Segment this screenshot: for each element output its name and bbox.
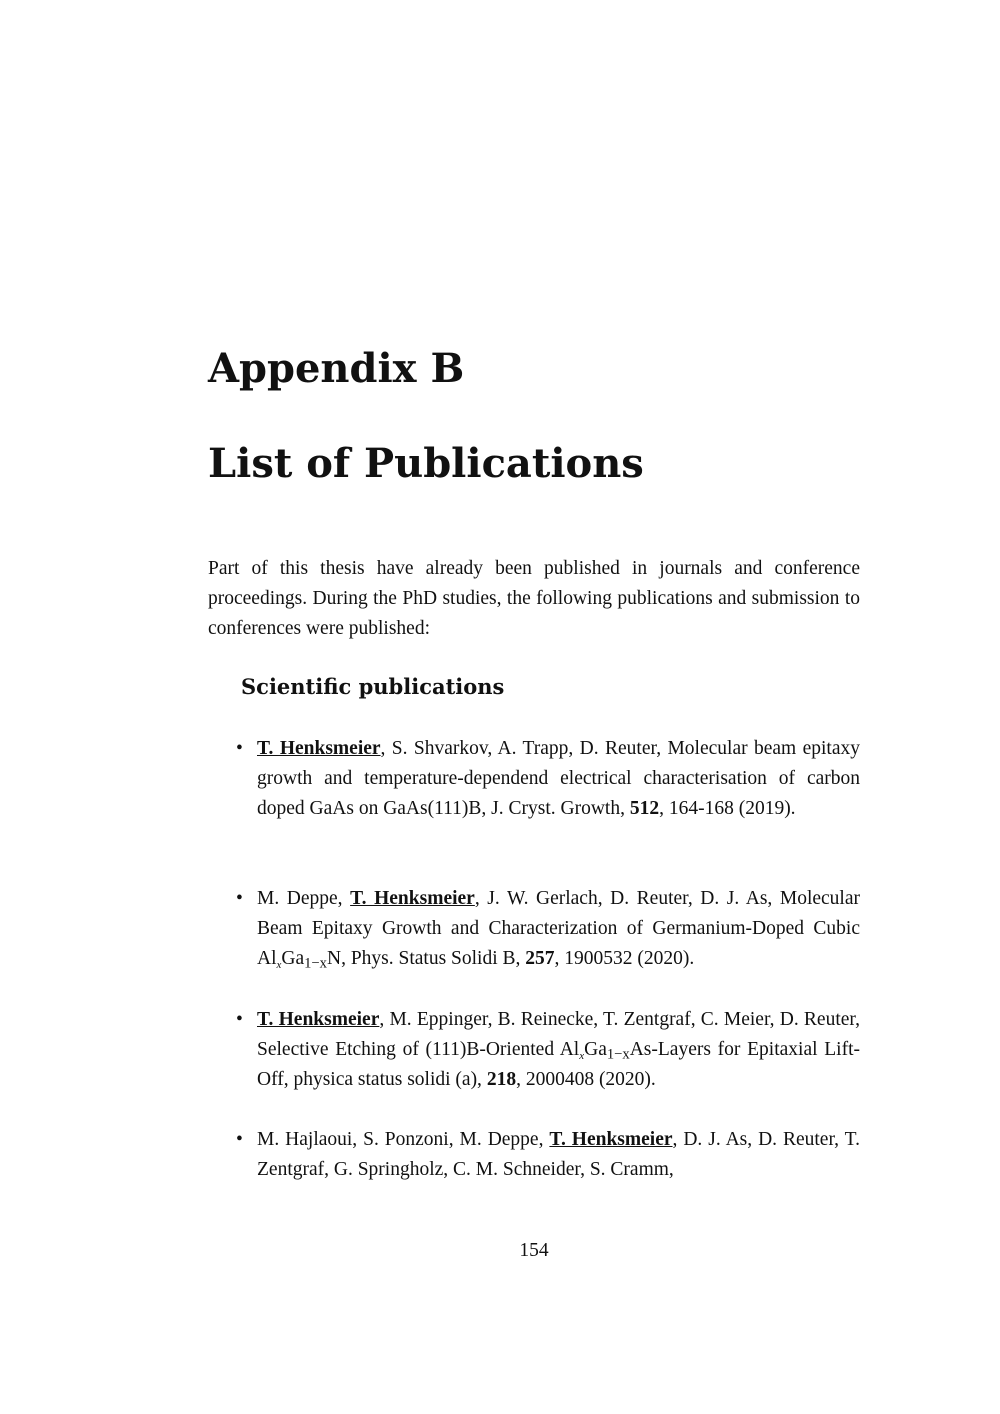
chapter-title: List of Publications: [208, 440, 644, 487]
self-author: T. Henksmeier: [257, 738, 381, 759]
section-heading: Scientific publications: [241, 674, 505, 699]
publication-details: , D. J. As, D. Reuter, T. Zentgraf, G. Springholz, C. M. Schneider, S. Cramm,: [257, 1129, 860, 1180]
bullet-icon: •: [236, 738, 243, 759]
bullet-icon: •: [236, 1129, 243, 1150]
co-authors: M. Hajlaoui, S. Ponzoni, M. Deppe,: [257, 1129, 550, 1150]
publication-journal: As-Layers for Epitaxial Lift-Off, physica status solidi (a),: [257, 1039, 860, 1090]
subscript-x: x: [579, 1049, 585, 1062]
publication-details: , S. Shvarkov, A. Trapp, D. Reuter, Molecular beam epitaxy growth and temperature-dependend electrical characterisation of carbon doped GaAs on GaAs(111)B, J. Cryst. Growth,: [257, 738, 860, 819]
intro-paragraph: Part of this thesis have already been published in journals and conference proceedings. During the PhD studies, the following publications and submission to conferences were published:: [208, 558, 860, 639]
publication-item: [236, 884, 860, 974]
formula-part: Ga: [584, 1039, 607, 1060]
formula-part: Ga: [281, 948, 305, 969]
self-author: T. Henksmeier: [549, 1129, 673, 1150]
self-author: T. Henksmeier: [350, 888, 475, 909]
volume-number: 257: [525, 948, 555, 969]
self-author: T. Henksmeier: [257, 1009, 380, 1030]
publication-journal: N, Phys. Status Solidi B,: [326, 948, 526, 969]
publication-item: [236, 734, 860, 824]
subscript-one-minus-x: 1−x: [606, 1046, 630, 1063]
publication-details: , M. Eppinger, B. Reinecke, T. Zentgraf, C. Meier, D. Reuter, Selective Etching of (111)B-Oriented Al: [257, 1009, 860, 1060]
chapter-label: Appendix B: [208, 345, 465, 392]
bullet-icon: •: [236, 888, 243, 909]
subscript-x: x: [276, 958, 282, 971]
volume-number: 512: [629, 798, 660, 819]
publication-item: [236, 1005, 860, 1095]
bullet-icon: •: [236, 1009, 243, 1030]
publication-item: [236, 1125, 860, 1185]
subscript-one-minus-x: 1−x: [304, 955, 327, 972]
page-number: 154: [519, 1240, 549, 1261]
co-authors: M. Deppe,: [257, 888, 351, 909]
publication-pages-year: , 2000408 (2020).: [516, 1069, 656, 1090]
publication-text: [257, 884, 860, 974]
publication-text: [257, 1125, 860, 1185]
publication-text: [257, 1005, 860, 1095]
publication-details: , J. W. Gerlach, D. Reuter, D. J. As, Molecular Beam Epitaxy Growth and Characterization of Germanium-Doped Cubic Al: [257, 888, 860, 969]
publication-pages-year: , 1900532 (2020).: [554, 948, 695, 969]
publication-text: [257, 734, 860, 824]
volume-number: 218: [486, 1069, 517, 1090]
publication-pages-year: , 164-168 (2019).: [659, 798, 796, 819]
